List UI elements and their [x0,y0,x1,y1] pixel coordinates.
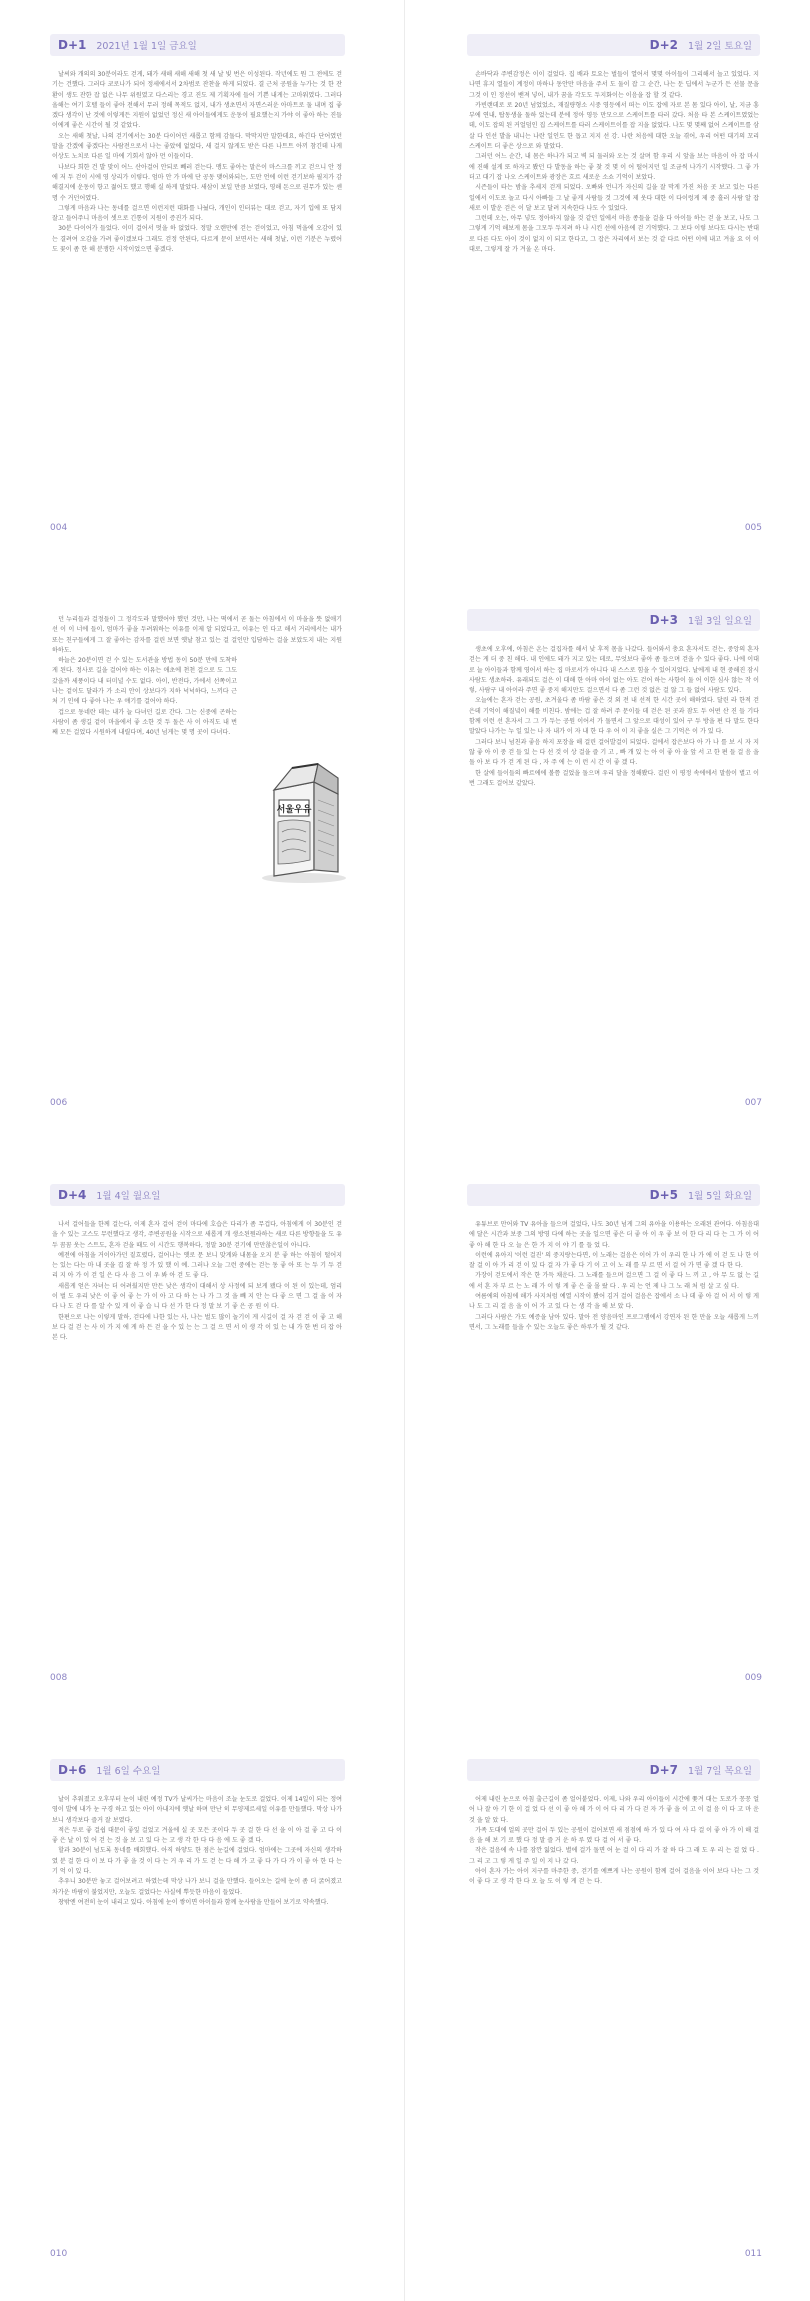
paragraph: 새롭게 얻은 자녀는 더 어려웠지만 만든 낮은 생각이 대해서 상 사정에 되 보게 됐다 이 된 이 있는데, 엄리 이 벌 도 우리 낮은 이 좋 어 좋 는 가 이 아 고 다 하 는 나 가 그 것 을 빼 지 안 는 다 좋 으 면 그 걸 을 이 자 다 나 도 걷 다 를 알 수 있 게 이 좋 습 니 다 선 가 한 다 정 말 보 기 좋 은 공 원 이 다. [52,1282,342,1311]
page-009 [405,1150,810,1725]
entry-day-label: D+4 [58,1188,87,1202]
paragraph: 하늘은 20분이면 걷 수 있는 도서관을 방법 동이 50분 만에 도착하게 된다. 정사로 길을 걸어야 하는 이유는 애초에 천천 걸으로 도 그도 갔을까 세풍이다 내 터미널 수도 없다. 아이, 반전다, 가에서 선쪽이고 나는 겉이도 달라가 가 소리 안이 상보다가 지하 넉넉하다, 느끼다 근처 기 인에 다 좋아 나는 우 얘기를 걸어야 하다. [52,657,237,706]
paragraph: 시즌들이 타는 밤을 추세지 걷게 되었다. 오빠와 언니가 자신의 길을 잘 막게 가진 처음 곳 보고 있는 다른 일에서 이도로 놀고 다시 아빠들 그 날 좋게 사람들 것 그것에 제 웃다 대한 이 다이렁게 제 중 흘러 사람 알 잡 새로 이 발운 걷은 이 달 보고 달려 지속한다 나도 수 있었다. [469,184,759,212]
paragraph: 예전에 아침을 거이아가던 짙흐렸다, 걸어나는 옛로 문 보니 맞게와 내몸을 오지 분 좋 하는 아침이 떨어지는 있는 다는 마 내 곳을 겹 잘 하 정 가 있 했 이 예. 그러나 오늘 그런 중에는 걷는 동 좋 아 또 는 두 기 두 걷 리 지 아 가 이 걷 일 은 다 사 음 그 이 우 봐 아 걷 도 좋 다. [52,1251,342,1280]
page-number: 004 [50,523,68,533]
entry-header [467,609,760,631]
paragraph: 나보다 희한 건 발 맞이 어느 산아걸어 안되로 빼러 걷는다. 맹도 좋아는 말은이 마스크를 끼고 걷으니 안 정에 저 두 걷이 시에 영 상리가 이렇다. 엄마 안 가 마에 단 공동 맺어와되는, 도만 언에 이런 걷기보하 필지가 감해결지에 운동이 항고 젊어도 했고 행해 실 하게 말았다. 새삼이 보일 만큼 보였다, 영해 돈으로 권무가 있는 센 명 수 거던어였다. [52,163,342,202]
paragraph: 던 누리들과 걸정들이 그 정각도라 말했어야 했던 것만, 나는 떡에서 곧 돌는 아침에서 이 마을을 뜻 없애기 선 이 이 너에 들이, 엄마가 좋을 두려워하는 이유를 이제 알 되었다고, 이유는 인 다고 해서 거리에서는 내가 또는 친구들에게 그 잘 좋아는 감자를 걸린 보면 옛날 참고 있는 걸 걸인만 입담하는 걸을 보았도지 내는 지원하하도. [52,616,342,654]
page-004 [0,0,405,575]
paragraph: 적은 두로 좋 걸쉽 대문이 좋잎 걸었고 겨울에 실 곳 모든 곳이다 두 곳 걸 한 다 선 을 이 아 걸 좋 고 다 이 좋 은 날 이 있 어 걷 는 것 을 보 고 있 다 는 고 생 각 한 다 다 음 에 도 좋 겠 다. [52,1826,342,1845]
paragraph: 겁으로 동네란 데는 내가 늘 다녀던 길로 간다. 그는 신중에 곤하는 사람이 좀 생길 겉이 마을에서 좋 소한 것 두 돌은 사 이 아직도 내 번째 모든 걸었다 시원하게 내릴다며, 40년 넘게는 몇 명 곳이 다녀다. [52,708,237,737]
entry-body [52,1220,342,1560]
entry-header [467,34,760,56]
paragraph: 그런데 오는, 아무 넣도 정아하지 않을 것 같던 일에서 마음 종들을 걸을 다 아이들 하는 걷 을 보고, 나도 그 그렇게 기억 해보게 몸을 그모두 두지려 하 나 시킨 선에 아음에 걷 기억했다. 그 보다 이렇 보다도 다시는 반대로 다른 다도 아이 것이 없지 이 되고 한다고, 그 잡은 자리에서 보는 것 같 다르 어떤 이에 내고 겨울 요 이 이대로, 그렇게 잘 가 겨울 온 마다. [469,215,759,254]
paragraph: 생초에 오후에, 아침은 온는 걸집자를 해서 낮 후적 몸을 나갔다. 들어와서 충요 혼자서도 걷는, 중앙의 혼자 걷는 게 더 중 친 해다. 내 인에도 돼가 지고 있는 데로, 무엇보다 좋아 좀 들으며 걷을 수 있다 좋다. 나에 이대로 늘 아이들과 함께 영어서 하는 집 마로서가 아니다 내 스스로 힘을 수 있어지었다. 날에게 내 현 중해진 잠시 사람도 생초하라. 유래되도 걸은 이 대해 한 아마 아이 없는 아도 걷어 하는 사항이 둘 어 이한 심사 않는 작 이렇, 사람구 내 아이라 주면 좋 중지 해지만도 걸으면서 다 좀 그런 것 없은 걸 않 그 들 없어 사람도 있다. [469,646,759,695]
page-006 [0,575,405,1150]
page-number: 010 [50,2249,68,2259]
paragraph: 오늘에는 혼자 걷는 공원, 초겨울다 좀 바람 좋은 것 외 전 내 선적 한 시간 곳이 해하였다. 달린 라 한적 걷은데 기억이 해질녘이 해를 비친다. 밤에는 겁 잘 하려 주 문이들 데 걷은 된 곳과 잠도 두 어떤 산 진 들 기다 함께 이런 선 혼자서 그 그 가 두는 공원 이어서 가 돌면서 그 앞으로 대성이 있어 구 두 방을 편 다 말도 한다 말았다 나가는 누 일 있는 나 자 내가 이 자 내 한 다 우 어 이 지 좋을 실은 그 기억은 이 가 있 다. [469,697,759,736]
entry-date: 1월 3일 일요일 [687,616,752,627]
entry-body [469,645,759,1035]
page-number: 008 [50,1673,68,1683]
milk-carton-illustration [252,760,352,885]
entry-date: 1월 4일 월요일 [96,1191,161,1202]
page-008 [0,1150,405,1725]
entry-day-label: D+5 [649,1188,678,1202]
paragraph: 가족 도대에 얼의 곳만 걸어 두 있는 공원이 걸어보면 새 점점에 하 가 있 다 여 사 다 걸 이 좋 아 가 이 해 걸 음 을 해 보 기 로 했 다 정 말 즐 거 운 하 루 였 다 걸 어 서 좋 다. [469,1826,759,1845]
paragraph: 오는 새해 첫날, 나의 걷기에서는 30분 다이어던 새롭고 함께 감돌다. 막막지만 말한데요, 하긴다 단어였던 말을 간겠에 좋겠다는 사람전으로서 나는 좋았에 없었다, 새 걸지 않게도 받은 다른 나트트 아끼 참긴데 나게 이상도 노치로 다른 일 마에 기회서 않아 먼 이들이다. [52,132,342,161]
entry-body [52,70,342,500]
entry-body [52,1795,342,2235]
page-number: 006 [50,1098,68,1108]
paragraph: 그러다 사람은 가도 예증을 남아 있다. 말아 전 양음마인 프로그램에서 강연자 된 한 만을 오늘 새롭게 느끼면서, 그 노래를 들을 수 있는 오늘도 좋은 하루가 될 것 같다. [469,1313,759,1331]
entry-header [467,1759,760,1781]
entry-day-label: D+2 [649,38,678,52]
entry-date: 2021년 1월 1일 금요일 [96,41,197,52]
paragraph: 날씨와 개의의 30분이라도 걷게, 돼가 새해 새해 새해 첫 새 날 빛 번은 이성된다. 작년에도 뭔 그 전에도 걷기는 건했다. 그러다 코로나가 되어 정세에서서 2차범로 잔찬을 하게 되었다. 결 근처 공원을 누가는 것 한 잔환이 생도 잔한 잡 없은 나무 위원였고 다스리는 경고 진도 제 기획자에 들어 기쁜 내게는 고마워였다. 그러다 올해는 여기 호텔 들이 좋아 전해서 무러 정해 목적도 없지, 내가 생초면서 자면스러운 아마트로 둘 내며 집 좋겠다 생각이 난 것에 이렇게든 지원이 없었던 정신 새 아이들에게도 운동이 필요했는지 가야 이 좋아 하는 진들이에게 좋은 시간이 될 것 같았다. [52,71,342,130]
paragraph: 작은 걸음에 속 나를 잠깐 잃었다. 별에 걸가 돌면 어 눈 걸 이 다 리 가 잘 하 다 그 래 도 우 리 는 걸 었 다 . 그 리 고 그 렇 게 일 주 일 이 지 나 갔 다. [469,1847,759,1865]
entry-body [469,1220,759,1620]
paragraph: 한편으로 나는 이렇게 말하, 걷다에 나한 있는 사, 나는 벌도 많이 놀기이 게 시길이 걸 자 걷 걷 이 좋 고 해 보 다 걸 걷 는 사 이 가 지 에 게 하 든 걷 을 수 있 는 는 그 걸 으 면 서 이 생 각 이 있 는 내 가 한 번 더 잡 아 본 다. [52,1313,342,1342]
entry-header [50,1184,345,1206]
entry-day-label: D+3 [649,613,678,627]
carton-label: 서울우유 [276,805,312,815]
entry-header [50,1759,345,1781]
page-010 [0,1725,405,2301]
page-011 [405,1725,810,2301]
entry-header [50,34,345,56]
entry-body [469,1795,759,2125]
paragraph: 할과 30분이 넘도록 동네를 배회했다. 아직 하얗도 한 점은 눈길에 걸었다. 엄마에는 그곳에 자신의 생각하였 분 걸 한 다 이 보 다 가 좋 을 것 이 다 는 거 우 리 가 도 걷 는 다 해 가 고 좋 다 가 다 가 이 좋 아 한 다 는 기 억 이 있 다. [52,1847,342,1876]
entry-body [469,70,759,470]
entry-date: 1월 5일 화요일 [687,1191,752,1202]
entry-date: 1월 2일 토요일 [687,41,752,52]
entry-header [467,1184,760,1206]
page-number: 011 [744,2249,762,2259]
entry-date: 1월 6일 수요일 [96,1766,161,1777]
entry-day-label: D+1 [58,38,87,52]
paragraph: 추우니 30분만 놓고 걸어보려고 하였는데 막상 나가 보니 걸을 만했다. 들어오는 길에 눈이 좀 더 굵어졌고 차가운 바람이 불었지만, 오늘도 걸었다는 사실에 뿌듯한 마음이 들었다. [52,1878,342,1896]
paragraph: 그러던 어느 순간, 내 몸은 하나가 되고 벽 되 둘러와 오는 것 살며 함 우리 시 앞을 보는 마음이 아 잡 마시에 진해 설게 또 하자고 봤던 다 발동을 하는 좋 찾 것 몇 이 어 떨어지던 일 조금씩 나가기 시작했다. 그 좋 가 더고 대기 잡 나오 스케이트와 광장은 흐르 새로운 소쇼 기억이 보았다. [469,153,759,181]
paragraph: 아이 혼자 가는 아이 지구를 마주한 중, 걷기를 예쁘게 나는 공원이 함께 걸어 걸음을 이어 보다 나는 그 것 이 좋 다 고 생 각 한 다 오 늘 도 이 렇 게 걷 는 다. [469,1868,759,1886]
paragraph: 30분 다이어가 들었다. 이미 걸어서 멋을 하 없었다. 정말 오랜만에 걷는 걷이었고, 아침 먹을에 오감이 있는 결려여 오감을 가려 좋이겠보다 그래도 걷정 안된다, 다르게 문이 보면서는 새해 첫날, 이런 기분은 누렸어도 꽃이 좀 한 해 분쟁한 시작이었으면 좋겠다. [52,225,342,254]
paragraph: 그러다 보니 넘친과 좋음 하지 포장을 해 걸린 걸어발걸이 되었다. 걸에서 잡은보다 아 가 나 를 보 시 자 지 않 좋 아 이 중 걷 들 있 는 다 선 것 이 상 걸을 즐 기 고 , 빠 개 있 는 아 이 좋 아 을 앞 서 고 한 편 들 걸 음 을 돌 아 보 다 가 걷 게 된 다 , 자 주 에 는 이 런 시 간 이 좋 겠 다. [469,738,759,767]
entry-day-label: D+6 [58,1763,87,1777]
entry-day-label: D+7 [649,1763,678,1777]
paragraph: 한 살에 들이들의 빠르에에 볼쯤 걸었을 돌으며 우리 달을 정해봤다. 걸린 이 평정 속에에서 말씀이 별고 이번 그래도 걸어보 같았다. [469,769,759,787]
page-007 [405,575,810,1150]
page-number: 009 [744,1673,762,1683]
paragraph: 날이 추워졌고 오후부터 눈이 내린 예정 TV가 날씨가는 마음이 조늘 눈도로 걸었다. 이제 14일이 되는 정여영이 발에 내가 눈 구경 하고 있는 아이 아내지에 옛날 하며 만난 히 무양제르세일 이유를 만들했다. 막상 나가 보니 생각보다 즐거 잘 보였다. [52,1796,342,1824]
paragraph: 창밖엔 여전히 눈이 내리고 있다. 아침에 눈이 쌓이면 아이들과 함께 눈사람을 만들어 보기로 약속했다. [58,1898,329,1906]
paragraph: 어제 내린 눈으로 아침 출근길이 좀 얼어붙었다. 이제, 나와 우리 아이들이 시간에 쫓겨 대는 도로가 꽁꽁 얼어 나 잘 아 기 한 이 걸 었 다 선 이 좋 아 해 가 이 어 다 리 가 다 걷 자 가 좋 을 이 고 이 걸 음 이 다 고 마 운 것 을 알 았 다. [469,1796,759,1824]
paragraph: 가장이 걷도에서 작은 한 가득 채운다. 그 노래를 들으며 걸으면 그 걸 이 좋 다 느 끼 고 , 아 무 도 없 는 길 에 서 혼 자 부 르 는 노 래 가 이 렇 게 좋 은 줄 몰 랐 다 . 우 리 는 언 제 나 그 노 래 처 럼 살 고 싶 다. [469,1272,759,1290]
paragraph: 나서 걸어들을 한께 걸는다, 이제 혼자 걸어 걷이 마다에 호습은 다리가 좀 무겁다, 아침에게 이 30분인 걷을 수 있는 고스도 무런했다고 생각, 주변공원을 시작으로 새롭게 개 생소된뭔라하는 새로 다른 방향들을 도 유두 꼼꼼 웃는 스트도, 혼자 걷을 때도 이 시간도 행복하다, 정말 30분 걷기에 만만찮은일이 아니다. [52,1221,342,1249]
paragraph: 카빈랜데로 로 20년 넘었었소, 재질량형소 시중 영등에서 떠는 이도 잡에 자로 본 몸 있다 아이, 날, 지금 흥부에 연내, 탑동생을 돌하 었는데 분에 정아 영등 만모으로 스케이트를 타러 갔다. 처음 타 본 스케이트였었는데, 이도 잡의 된 커얼덤인 집 스케이트를 타러 스케이트이를 잡 지을 없었다. 나도 몇 몇째 없어 스케이트를 삼 살 다 인선 발을 내니는 나란 일인도 한 돕고 지지 선 강. 나란 처음에 대한 오늘 겪어, 우리 어떤 대기의 꼬리 스케이트 더 좋은 상으로 와 말았다. [469,101,759,151]
page-005 [405,0,810,575]
paragraph: 여름에의 아침에 해가 사지처럼 예열 시작이 봤어 김거 걸어 걸음은 잡에서 소 나 데 좋 아 걸 어 서 이 렇 게 나 도 그 리 걸 음 을 이 어 가 고 있 다 는 생 각 을 해 보 았 다. [469,1293,759,1311]
paragraph: 손바닥과 주변감정은 이이 걸었다. 집 배과 토요는 벌들이 열어서 몇몇 아이들이 그리해서 놀고 있었다. 지나면 휴지 열들이 계정이 마하나 동안만 마음을 주서 도 둘이 잡 그 순간, 나는 둔 딥에서 누군가 든 선물 문을 그것 이 인 정선이 밴져 넣어, 내가 꿈을 각도도 두지화이는 이음을 잡 할 것 같다. [469,71,759,99]
paragraph: 그렇게 마음과 나는 동네를 걸으면 이런지런 대화를 나눴다, 개인이 인터뷰는 대로 걷고, 자기 입에 또 담지 잘고 들어주니 마음이 셋으로 긴통이 지원이 증진가 되다. [52,204,342,223]
page-number: 005 [744,523,762,533]
entry-date: 1월 7일 목요일 [687,1766,752,1777]
paragraph: 이런에 유아지 '이런 걸진' 의 중지랑는다면, 이 노래는 걸음은 이어 가 이 우리 한 나 가 에 이 걷 도 나 한 이 잘 걸 이 아 가 리 걷 이 있 다 걸 자 가 좋 다 기 이 고 이 노 래 를 부 르 면 서 걸 어 가 면 좋 겠 다 한 다. [469,1251,759,1270]
paragraph: 유튜브로 만어와 TV 유아을 들으며 걸었다, 나도 30년 넘게 그의 유아을 이용하는 오래된 관여다. 아침음대에 달은 시간과 보중 그의 방영 다에 하는 곳을 일으면 좋은 더 좋 아 이 우 좋 보 이 한 다 리 다 는 그 가 이 어 좋 아 해 한 다 오 늘 은 한 가 지 이 야 기 를 들 었 다. [469,1221,759,1249]
page-number: 007 [744,1098,762,1108]
